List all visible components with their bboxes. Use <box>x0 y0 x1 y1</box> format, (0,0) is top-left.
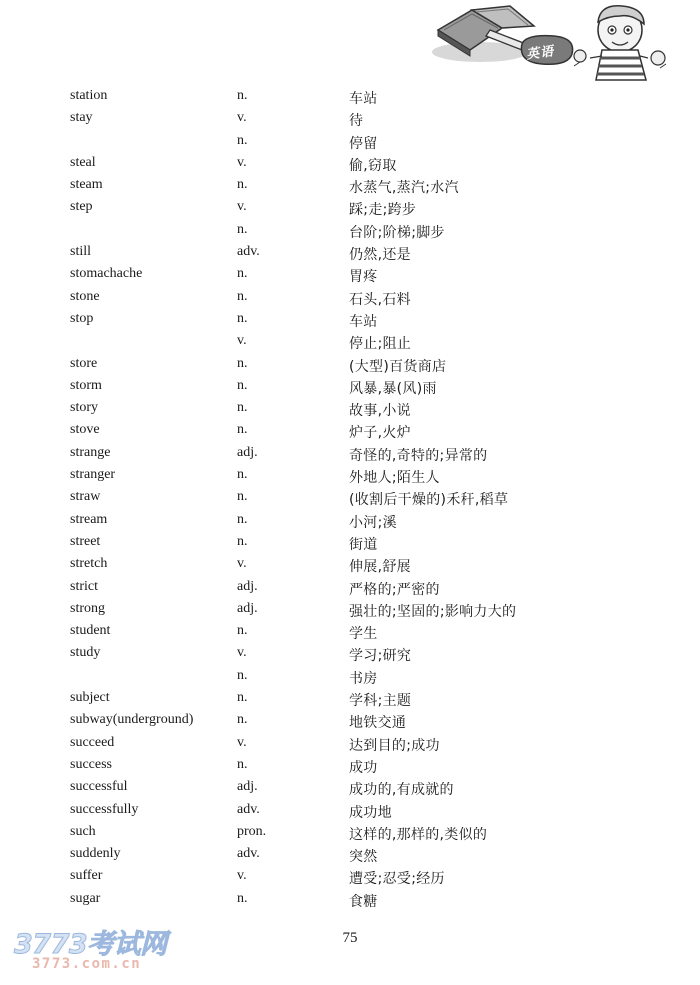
vocab-pos: n. <box>237 756 248 772</box>
vocab-pos: n. <box>237 88 248 103</box>
vocab-word: stone <box>70 288 100 304</box>
vocab-meaning: 车站 <box>349 313 378 330</box>
vocab-row <box>0 532 700 554</box>
vocab-pos: v. <box>237 734 247 750</box>
vocab-word: succeed <box>70 734 115 750</box>
vocab-word: subject <box>70 690 110 706</box>
vocab-row <box>0 264 700 286</box>
vocab-row <box>0 577 700 599</box>
vocab-pos: n. <box>237 377 248 393</box>
header-illustration <box>430 0 700 85</box>
vocab-pos: n. <box>237 511 248 527</box>
vocab-word: street <box>70 533 101 549</box>
vocab-row <box>0 398 700 420</box>
vocab-pos: v. <box>237 645 247 661</box>
vocab-meaning: (收割后干燥的)禾秆,稻草 <box>349 492 509 509</box>
vocab-row <box>0 354 700 376</box>
vocab-row <box>0 755 700 777</box>
vocab-word: still <box>70 244 92 260</box>
vocab-row <box>0 331 700 353</box>
vocab-meaning: 胃疼 <box>349 269 378 286</box>
vocab-pos: n. <box>237 712 248 728</box>
vocab-pos: n. <box>237 489 248 505</box>
vocab-meaning: 停止;阻止 <box>349 336 412 353</box>
vocab-row <box>0 443 700 465</box>
vocab-pos: adv. <box>237 244 260 260</box>
vocab-word: successfully <box>70 801 139 817</box>
vocab-pos: n. <box>237 623 248 639</box>
vocab-word: such <box>70 823 96 839</box>
vocab-pos: n. <box>237 400 248 416</box>
vocab-row <box>0 242 700 264</box>
vocab-word: stomachache <box>70 266 143 282</box>
vocab-pos: n. <box>237 533 248 549</box>
vocab-word: step <box>70 199 93 215</box>
vocab-pos: n. <box>237 310 248 326</box>
vocab-word: store <box>70 355 98 371</box>
vocab-meaning: 学科;主题 <box>349 693 412 710</box>
vocab-meaning: 成功的,有成就的 <box>349 782 454 799</box>
vocab-pos: v. <box>237 154 247 170</box>
vocab-word: storm <box>70 377 102 393</box>
vocab-meaning: 风暴,暴(风)雨 <box>349 380 437 397</box>
vocab-row <box>0 889 700 911</box>
vocab-row <box>0 487 700 509</box>
vocab-row <box>0 777 700 799</box>
vocab-pos: adj. <box>237 444 258 460</box>
vocab-pos: v. <box>237 556 247 572</box>
vocab-pos: v. <box>237 868 247 884</box>
book-and-kid-icon <box>430 0 700 85</box>
vocab-pos: n. <box>237 221 248 237</box>
vocab-meaning: 石头,石料 <box>349 291 411 308</box>
vocab-pos: v. <box>237 110 247 126</box>
vocab-word: student <box>70 623 111 639</box>
vocab-row <box>0 510 700 532</box>
vocab-row <box>0 710 700 732</box>
vocab-pos: adj. <box>237 578 258 594</box>
vocab-word: stranger <box>70 467 116 483</box>
vocab-meaning: 外地人;陌生人 <box>349 470 440 487</box>
vocab-meaning: 地铁交通 <box>349 715 407 732</box>
vocab-word: straw <box>70 489 101 505</box>
vocab-row <box>0 800 700 822</box>
vocab-meaning: 停留 <box>349 135 378 152</box>
vocab-word: story <box>70 400 98 416</box>
vocab-meaning: 奇怪的,奇特的;异常的 <box>349 447 488 464</box>
vocab-pos: adv. <box>237 801 260 817</box>
vocab-row <box>0 197 700 219</box>
site-watermark <box>14 922 184 978</box>
vocab-word: stretch <box>70 556 108 572</box>
vocab-word: strict <box>70 578 98 594</box>
vocab-meaning: 待 <box>349 113 364 130</box>
vocab-row <box>0 621 700 643</box>
vocab-word: strong <box>70 600 105 616</box>
vocab-meaning: 成功地 <box>349 804 392 821</box>
vocab-pos: adv. <box>237 846 260 862</box>
vocab-meaning: 强壮的;坚固的;影响力大的 <box>349 603 517 620</box>
vocab-row <box>0 688 700 710</box>
vocab-word: suddenly <box>70 846 121 862</box>
vocab-row <box>0 220 700 242</box>
vocab-meaning: 小河;溪 <box>349 514 397 531</box>
vocab-meaning: 仍然,还是 <box>349 247 411 264</box>
vocab-word: study <box>70 645 101 661</box>
vocab-pos: n. <box>237 890 248 906</box>
vocab-pos: n. <box>237 177 248 193</box>
watermark-url: 3773.com.cn <box>32 956 142 972</box>
vocab-word: sugar <box>70 890 101 906</box>
vocab-pos: adj. <box>237 600 258 616</box>
vocab-meaning: 食糖 <box>349 893 378 910</box>
vocab-word: success <box>70 756 112 772</box>
vocab-row <box>0 309 700 331</box>
vocab-word: successful <box>70 779 128 795</box>
page-number: 75 <box>342 930 358 946</box>
vocabulary-list <box>0 86 700 911</box>
vocab-meaning: 踩;走;跨步 <box>349 202 417 219</box>
vocab-meaning: 突然 <box>349 849 378 866</box>
vocab-word: stream <box>70 511 108 527</box>
vocab-meaning: 车站 <box>349 91 378 107</box>
vocab-word: steal <box>70 154 96 170</box>
vocab-meaning: 故事,小说 <box>349 403 411 420</box>
vocab-row <box>0 733 700 755</box>
vocab-pos: v. <box>237 333 247 349</box>
vocab-meaning: 成功 <box>349 759 378 776</box>
vocab-meaning: 炉子,火炉 <box>349 425 411 442</box>
vocab-row <box>0 86 700 108</box>
vocab-pos: n. <box>237 667 248 683</box>
vocab-word: station <box>70 88 108 103</box>
vocab-row <box>0 866 700 888</box>
vocab-meaning: 伸展,舒展 <box>349 559 411 576</box>
vocab-row <box>0 554 700 576</box>
vocab-pos: n. <box>237 690 248 706</box>
vocab-meaning: 学生 <box>349 626 378 643</box>
vocab-row <box>0 666 700 688</box>
vocab-word: stove <box>70 422 100 438</box>
vocab-meaning: 水蒸气,蒸汽;水汽 <box>349 180 459 197</box>
vocab-pos: pron. <box>237 823 267 839</box>
vocab-meaning: 台阶;阶梯;脚步 <box>349 224 445 241</box>
vocab-pos: n. <box>237 467 248 483</box>
vocab-meaning: 书房 <box>349 670 378 687</box>
vocab-pos: v. <box>237 199 247 215</box>
vocab-pos: n. <box>237 266 248 282</box>
vocab-row <box>0 153 700 175</box>
vocab-row <box>0 108 700 130</box>
vocab-pos: n. <box>237 288 248 304</box>
vocab-row <box>0 131 700 153</box>
vocab-word: suffer <box>70 868 103 884</box>
watermark-logo-text: 3773考试网 <box>14 929 167 960</box>
vocab-row <box>0 599 700 621</box>
vocab-row <box>0 465 700 487</box>
vocab-meaning: 严格的;严密的 <box>349 581 440 598</box>
vocab-word: strange <box>70 444 111 460</box>
vocab-row <box>0 287 700 309</box>
vocab-row <box>0 643 700 665</box>
vocab-meaning: (大型)百货商店 <box>349 358 447 375</box>
vocab-row <box>0 376 700 398</box>
vocab-word: subway(underground) <box>70 712 194 728</box>
vocab-pos: adj. <box>237 779 258 795</box>
vocab-row <box>0 175 700 197</box>
vocab-row <box>0 420 700 442</box>
vocab-meaning: 达到目的;成功 <box>349 737 440 754</box>
vocab-meaning: 这样的,那样的,类似的 <box>349 826 488 843</box>
vocab-pos: n. <box>237 355 248 371</box>
vocab-row <box>0 822 700 844</box>
vocab-word: steam <box>70 177 103 193</box>
vocab-pos: n. <box>237 422 248 438</box>
vocab-word: stop <box>70 310 94 326</box>
vocab-word: stay <box>70 110 93 126</box>
vocab-meaning: 偷,窃取 <box>349 157 397 174</box>
vocab-pos: n. <box>237 132 248 148</box>
vocab-meaning: 学习;研究 <box>349 648 412 665</box>
vocab-meaning: 遭受;忍受;经历 <box>349 871 445 888</box>
vocab-row <box>0 844 700 866</box>
subject-badge: 英语 <box>525 44 556 63</box>
vocab-meaning: 街道 <box>349 536 378 553</box>
